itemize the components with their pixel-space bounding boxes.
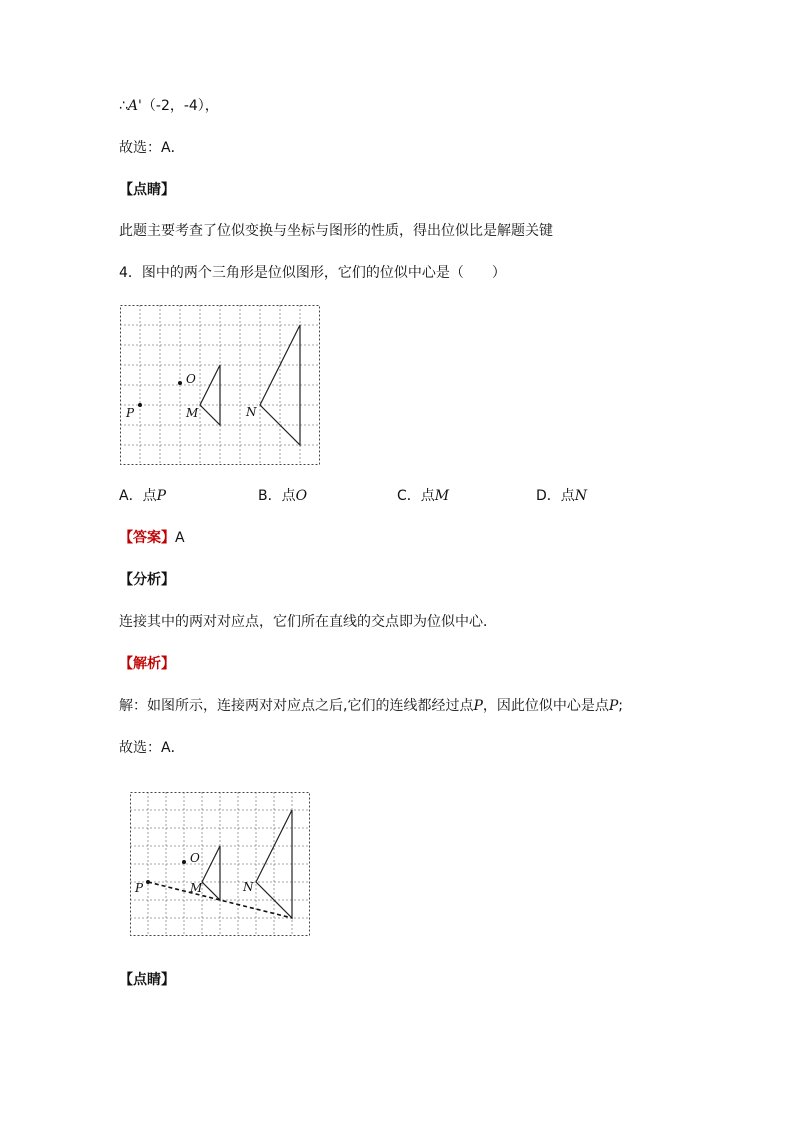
label-m: M — [186, 406, 199, 420]
dianjing-heading-2: 【点睛】 — [119, 972, 175, 988]
small-triangle-2 — [202, 846, 220, 900]
answer-value: A — [175, 530, 185, 546]
choice-line: 故选：A． — [119, 140, 185, 156]
fenxi-heading: 【分析】 — [119, 572, 175, 588]
therefore-symbol: ∴ — [119, 98, 128, 114]
figure-solution — [130, 792, 312, 938]
point-p-dot-2 — [146, 880, 150, 884]
question-4: 4．图中的两个三角形是位似图形，它们的位似中心是（ ） — [119, 265, 506, 281]
figure-question — [120, 305, 322, 467]
small-triangle — [200, 365, 220, 425]
answer-line — [119, 528, 185, 548]
point-o-dot-2 — [182, 860, 186, 864]
fenxi-text: 连接其中的两对对应点，它们所在直线的交点即为位似中心． — [119, 614, 497, 630]
dianjing-text: 此题主要考查了位似变换与坐标与图形的性质，得出位似比是解题关键 — [119, 223, 553, 239]
choice-line-2: 故选：A． — [119, 740, 185, 756]
label-o-2: O — [190, 851, 200, 865]
label-o: O — [186, 372, 196, 386]
option-d: D．点N — [536, 488, 588, 504]
result-line — [119, 96, 219, 116]
label-n-2: N — [243, 880, 254, 894]
coordinates: （-2，-4）， — [141, 98, 219, 114]
jiexi-heading: 【解析】 — [119, 656, 175, 672]
jiexi-text: 解：如图所示，连接两对对应点之后,它们的连线都经过点P，因此位似中心是点P; — [119, 698, 624, 714]
label-n: N — [246, 405, 257, 419]
label-p-2: P — [135, 881, 144, 895]
option-c: C．点M — [397, 488, 450, 504]
point-p-dot — [138, 403, 142, 407]
label-m-2: M — [190, 881, 203, 895]
option-b: B．点O — [258, 488, 308, 504]
point-o-dot — [178, 381, 182, 385]
point-a-prime: A' — [127, 98, 142, 114]
option-a: A．点P — [119, 488, 166, 504]
dianjing-heading: 【点睛】 — [119, 182, 175, 198]
label-p: P — [126, 406, 135, 420]
answer-label: 【答案】 — [119, 530, 175, 546]
